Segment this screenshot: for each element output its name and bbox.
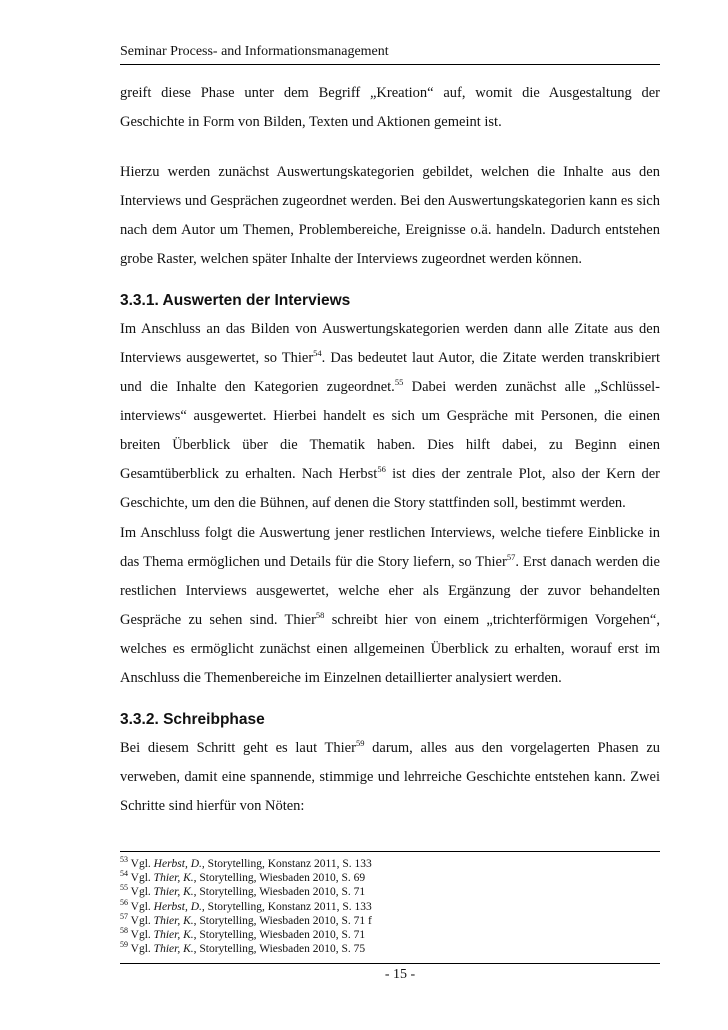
paragraph-4: Im Anschluss folgt die Auswertung jener restlichen Interviews, welche tiefere Einblicke in das Thema ermöglichen und Details für die Story liefern, so Thier$^{57}$. Erst danach werden die restlichen Interviews ausgewertet, welche eher als Ergänzung der zuvor behandelten Gespräche zu sehen sind. Thier$^{58}$ schreibt hier von einem „trichterförmigen Vorgehen“, welches es ermöglicht zunächst einen allgemeinen Überblick zu erhalten, worauf erst im Anschluss die Themenbereiche im Einzelnen detaillierter analysiert werden.	[120, 525, 660, 686]
page-header-title: Seminar Process- and Informationsmanagement	[120, 44, 389, 59]
footnote-53: $^{53}$ Vgl. Herbst, D., Storytelling, Konstanz 2011, S. 133	[120, 855, 372, 870]
footnote-ref-56[interactable]: 56	[377, 464, 386, 475]
footnote-ref-57[interactable]: 57	[506, 552, 516, 563]
footnote-ref-54[interactable]: 54	[313, 348, 322, 359]
footnote-ref-55[interactable]: 55	[394, 377, 404, 388]
paragraph-1: greift diese Phase unter dem Begriff „Kreation“ auf, womit die Ausgestaltung der Geschichte in Form von Bilden, Texten und Aktionen gemeint ist.	[120, 85, 660, 130]
page-footer-rule	[120, 963, 660, 964]
paragraph-3: Im Anschluss an das Bilden von Auswertungskategorien werden dann alle Zitate aus den Interviews ausgewertet, so Thier$^{54}$. Das bedeutet laut Autor, die Zitate werden transkribiert und die Inhalte den Kategorien zugeordnet.$^{55}$ Dabei werden zunächst alle „Schlüssel-interviews“ ausgewertet. Hierbei handelt es sich um Gespräche mit Personen, die einen breiten Überblick über die Thematik haben. Dies hilft dabei, zu Beginn einen Gesamtüberblick zu erhalten. Nach Herbst$^{56}$ ist dies der zentrale Plot, also der Kern der Geschichte, um den die Bühnen, auf denen die Story stattfinden soll, bestimmt werden.	[120, 321, 661, 511]
footnotes	[120, 857, 372, 956]
footnote-57: $^{57}$ Vgl. Thier, K., Storytelling, Wiesbaden 2010, S. 71 f	[120, 911, 372, 927]
header-rule	[120, 64, 660, 65]
footnote-55: $^{55}$ Vgl. Thier, K., Storytelling, Wiesbaden 2010, S. 71	[120, 883, 366, 899]
footnote-ref-58[interactable]: 58	[315, 610, 325, 621]
page-number: - 15 -	[384, 967, 416, 982]
footnote-58: $^{58}$ Vgl. Thier, K., Storytelling, Wiesbaden 2010, S. 71	[120, 926, 366, 942]
footnote-56: $^{56}$ Vgl. Herbst, D., Storytelling, Konstanz 2011, S. 133	[120, 897, 372, 913]
section-heading-3-3-1: 3.3.1. Auswerten der Interviews	[120, 292, 351, 309]
paragraph-2: Hierzu werden zunächst Auswertungskategorien gebildet, welchen die Inhalte aus den Interviews und Gesprächen zugeordnet werden. Bei den Auswertungskategorien kann es sich nach dem Autor um Themen, Problembereiche, Ereignisse o.ä. handeln. Dadurch entstehen grobe Raster, welchen später Inhalte der Interviews zugeordnet werden können.	[120, 164, 660, 267]
section-heading-3-3-2: 3.3.2. Schreibphase	[120, 711, 265, 728]
footnote-54: $^{54}$ Vgl. Thier, K., Storytelling, Wiesbaden 2010, S. 69	[120, 869, 366, 885]
footnote-rule	[120, 851, 660, 852]
footnote-59: $^{59}$ Vgl. Thier, K., Storytelling, Wiesbaden 2010, S. 75	[120, 940, 366, 956]
footnote-ref-59[interactable]: 59	[355, 738, 365, 749]
paragraph-5: Bei diesem Schritt geht es laut Thier$^{59}$ darum, alles aus den vorgelagerten Phasen zu verweben, damit eine spannende, stimmige und lehrreiche Geschichte entstehen kann. Zwei Schritte sind hierfür von Nöten:	[120, 738, 661, 814]
